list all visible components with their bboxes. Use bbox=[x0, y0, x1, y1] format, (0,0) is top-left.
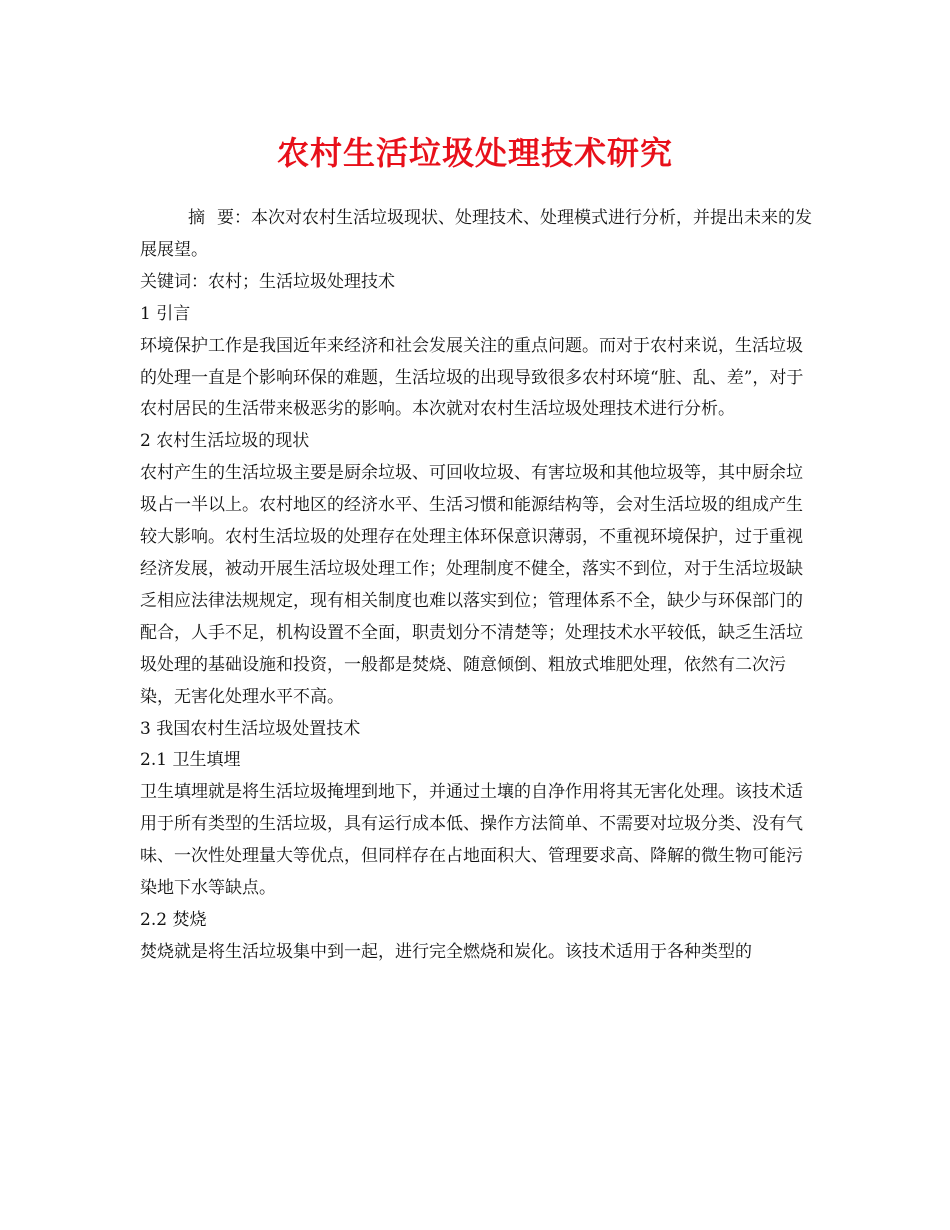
section-heading-techniques: 3 我国农村生活垃圾处置技术 bbox=[140, 718, 361, 739]
section-paragraph-intro: 环境保护工作是我国近年来经济和社会发展关注的重点问题。而对于农村来说，生活垃圾的处理一直是个影响环保的难题，生活垃圾的出现导致很多农村环境“脏、乱、差”，对于农村居民的生活带来极恶劣的影响。本次就对农村生活垃圾处理技术进行分析。 bbox=[140, 335, 804, 420]
section-heading-landfill: 2.1 卫生填埋 bbox=[140, 750, 241, 771]
section-paragraph-incineration: 焚烧就是将生活垃圾集中到一起，进行完全燃烧和炭化。该技术适用于各种类型的 bbox=[140, 941, 752, 962]
section-heading-intro: 1 引言 bbox=[140, 303, 191, 324]
section-paragraph-status: 农村产生的生活垃圾主要是厨余垃圾、可回收垃圾、有害垃圾和其他垃圾等，其中厨余垃圾占一半以上。农村地区的经济水平、生活习惯和能源结构等，会对生活垃圾的组成产生较大影响。农村生活垃圾的处理存在处理主体环保意识薄弱，不重视环境保护，过于重视经济发展，被动开展生活垃圾处理工作；处理制度不健全，落实不到位，对于生活垃圾缺乏相应法律法规规定，现有相关制度也难以落实到位；管理体系不全，缺少与环保部门的配合，人手不足，机构设置不全面，职责划分不清楚等；处理技术水平较低，缺乏生活垃圾处理的基础设施和投资，一般都是焚烧、随意倾倒、粗放式堆肥处理，依然有二次污染，无害化处理水平不高。 bbox=[140, 463, 803, 707]
section-paragraph-landfill: 卫生填埋就是将生活垃圾掩埋到地下，并通过土壤的自净作用将其无害化处理。该技术适用于所有类型的生活垃圾，具有运行成本低、操作方法简单、不需要对垃圾分类、没有气味、一次性处理量大等优点，但同样存在占地面积大、管理要求高、降解的微生物可能污染地下水等缺点。 bbox=[140, 782, 803, 899]
abstract-paragraph bbox=[140, 203, 812, 267]
section-heading-incineration: 2.2 焚烧 bbox=[140, 909, 207, 930]
section-heading-status: 2 农村生活垃圾的现状 bbox=[140, 431, 310, 452]
abstract-label-suffix: 要： bbox=[217, 208, 251, 228]
document-title: 农村生活垃圾处理技术研究 bbox=[276, 134, 673, 172]
document-body bbox=[140, 203, 812, 969]
keywords-line: 关键词：农村；生活垃圾处理技术 bbox=[140, 271, 395, 292]
abstract-label: 摘 bbox=[188, 208, 205, 228]
abstract-text: 本次对农村生活垃圾现状、处理技术、处理模式进行分析，并提出未来的发展展望。 bbox=[140, 208, 812, 260]
